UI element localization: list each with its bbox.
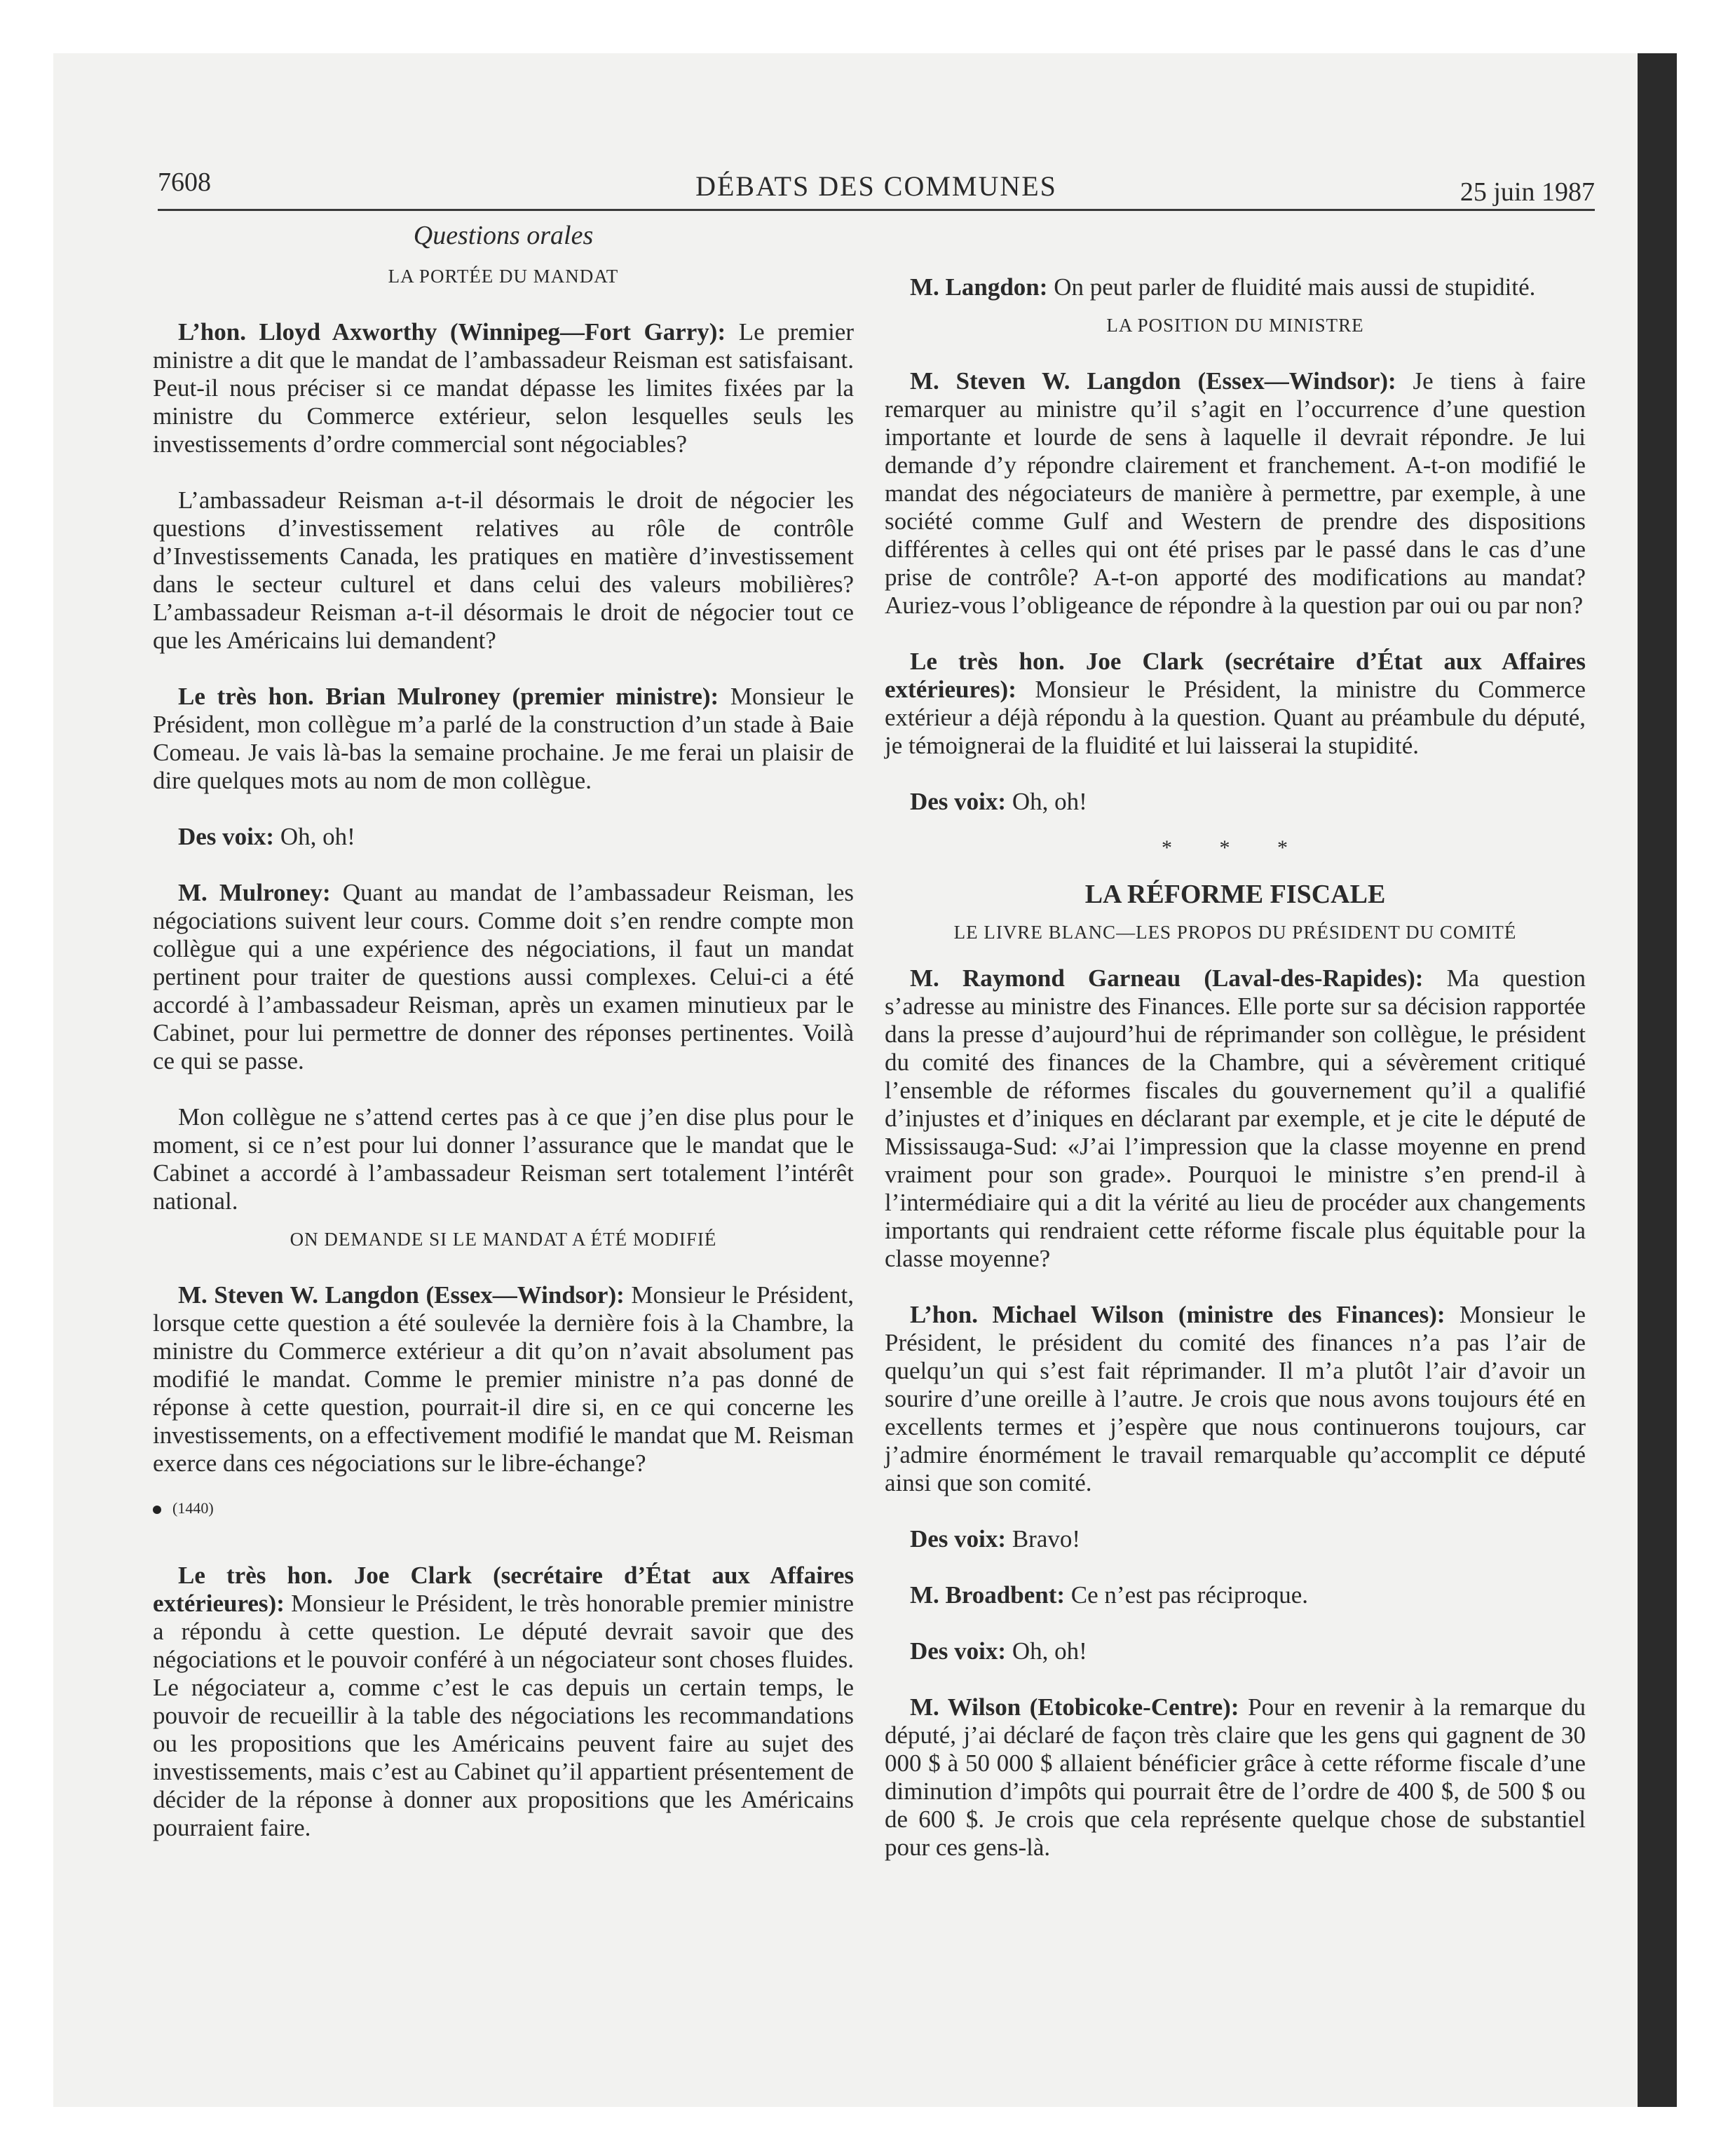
paragraph (885, 1637, 1586, 1665)
page-number: 7608 (158, 168, 211, 197)
paragraph (153, 1281, 854, 1478)
paragraph (885, 788, 1586, 816)
main-heading: LA RÉFORME FISCALE (1084, 880, 1386, 909)
speech-text: Monsieur le Président, lorsque cette question a été soulevée la dernière fois à la Chambre, la ministre du Commerce extérieur a dit qu’on n’avait absolument pas modifié le mandat. Comme le premier ministre n’a pas donné de réponse à cette question, pourrait-il dire si, en ce qui concerne les investissements, on a effectivement modifié le mandat que M. Reisman exerce dans ces négociations sur le libre-échange? (153, 1281, 854, 1477)
speech-text: Pour en revenir à la remarque du député, j’ai déclaré de façon très claire que les gens qui gagnent de 30 000 $ à 50 000 $ allaient bénéficier grâce à cette réforme fiscale d’une diminution d’impôts qui pourrait être de l’ordre de 400 $, de 500 $ ou de 600 $. Je crois que cela représente quelque chose de substantiel pour ces gens-là. (885, 1693, 1586, 1861)
paragraph (153, 683, 854, 795)
speech-text: Monsieur le Président, mon collègue m’a parlé de la construction d’un stade à Baie Comeau. Je vais là-bas la semaine prochaine. Je me ferai un plaisir de dire quelques mots au nom de mon collègue. (153, 683, 854, 794)
paragraph (153, 318, 854, 458)
speech-text: Ce n’est pas réciproque. (1065, 1581, 1308, 1609)
speech-text: Bravo! (1006, 1525, 1081, 1553)
paragraph (885, 1525, 1586, 1553)
right-column (885, 273, 1586, 1890)
paragraph (885, 1301, 1586, 1497)
speaker-name: M. Raymond Garneau (Laval-des-Rapides): (910, 964, 1424, 992)
speech-text: Monsieur le Président, la ministre du Commerce extérieur a déjà répondu à la question. Quant au préambule du député, je témoignerai de la fluidité et lui laisserai la stupidité. (885, 676, 1586, 759)
subhead-portee-mandat: LA PORTÉE DU MANDAT (388, 266, 619, 287)
section-title: Questions orales (413, 221, 594, 250)
speaker-name: M. Mulroney: (178, 879, 331, 906)
section-separator: * * * (1162, 836, 1309, 859)
speaker-name: M. Broadbent: (910, 1581, 1066, 1609)
speaker-name: Des voix: (910, 1637, 1007, 1665)
speech-text: Monsieur le Président, le très honorable premier ministre a répondu à cette question. Le député devrait savoir que des négociations et le pouvoir conféré à un négociateur sont choses fluides. Le négociateur a, comme c’est le cas depuis un certain temps, le pouvoir de recueillir à la table des négociations les recommandations ou les propositions que les Américains peuvent faire au sujet des investissements, mais c’est au Cabinet qu’il appartient présentement de décider de la réponse à donner aux propositions que les Américains pourraient faire. (153, 1590, 854, 1841)
speech-text: Ma question s’adresse au ministre des Finances. Elle porte sur sa décision rapportée dans la presse d’aujourd’hui de réprimander son collègue, le président du comité des finances de la Chambre, qui a sévèrement critiqué l’ensemble de réformes fiscales du gouvernement qu’il a qualifié d’injustes et d’iniques en déclarant par exemple, et je cite le député de Mississauga-Sud: «J’ai l’impression que la classe moyenne en prend vraiment pour son grade». Pourquoi le ministre s’en prend-il à l’intermédiaire qui a dit la vérité au lieu de procéder aux changements importants qui rendraient cette réforme fiscale plus équitable pour la classe moyenne? (885, 964, 1586, 1272)
page-binding-edge (1638, 53, 1677, 2107)
speaker-name: Le très hon. Brian Mulroney (premier ministre): (178, 683, 719, 710)
paragraph (885, 367, 1586, 620)
speaker-name: Des voix: (910, 1525, 1007, 1553)
speaker-name: M. Wilson (Etobicoke-Centre): (910, 1693, 1239, 1721)
speaker-name: Des voix: (178, 823, 275, 850)
paragraph (153, 1562, 854, 1842)
speech-text: Quant au mandat de l’ambassadeur Reisman, les négociations suivent leur cours. Comme doit s’en rendre compte mon collègue qui a une expérience des négociations, il faut un mandat pertinent pour traiter de questions aussi complexes. Celui-ci a été accordé à l’ambassadeur Reisman, après un examen minutieux par le Cabinet, pour lui permettre de donner des réponses pertinentes. Voilà ce qui se passe. (153, 879, 854, 1074)
speaker-name: L’hon. Michael Wilson (ministre des Finances): (910, 1301, 1445, 1328)
running-head (158, 167, 1595, 211)
speech-text: Je tiens à faire remarquer au ministre qu’il s’agit en l’occurrence d’une question importante et lourde de sens à laquelle il devrait répondre. Je lui demande d’y répondre clairement et franchement. A-t-on modifié le mandat des négociateurs de manière à permettre, par exemple, à une société comme Gulf and Western de prendre des dispositions différentes à celles qui ont été prises par le passé dans le cas d’une prise de contrôle? A-t-on apporté des modifications au mandat? Auriez-vous l’obligeance de répondre à la question par oui ou par non? (885, 367, 1586, 619)
paragraph: L’ambassadeur Reisman a-t-il désormais le droit de négocier les questions d’investissement relatives au rôle de contrôle d’Investissements Canada, les pratiques en matière d’investissement dans le secteur culturel et dans celui des valeurs mobilières? L’ambassadeur Reisman a-t-il désormais le droit de négocier tout ce que les Américains lui demandent? (153, 486, 854, 654)
timestamp-marker (153, 1494, 854, 1522)
speaker-name: M. Steven W. Langdon (Essex—Windsor): (178, 1281, 625, 1309)
subhead-mandat-modifie: ON DEMANDE SI LE MANDAT A ÉTÉ MODIFIÉ (290, 1229, 717, 1250)
journal-title: DÉBATS DES COMMUNES (695, 170, 1057, 202)
speech-text: Monsieur le Président, le président du comité des finances n’a pas l’air de quelqu’un qui s’est fait réprimander. Il m’a plutôt l’air d’avoir un sourire d’une oreille à l’autre. Je crois que nous avons toujours été en excellents termes et j’espère que nous continuerons toujours, car j’admire énormément le travail remarquable qu’accomplit ce député ainsi que son comité. (885, 1301, 1586, 1496)
speaker-name: Le très hon. Joe Clark (secrétaire d’État aux Affaires extérieures): (885, 648, 1586, 703)
paragraph (153, 879, 854, 1075)
speech-text: Oh, oh! (1006, 1637, 1087, 1665)
speaker-name: M. Langdon: (910, 273, 1048, 301)
timestamp-text: (1440) (172, 1499, 214, 1517)
paragraph (153, 823, 854, 851)
left-column (153, 221, 854, 1870)
speech-text: Oh, oh! (1006, 788, 1087, 815)
speaker-name: Des voix: (910, 788, 1007, 815)
paragraph: Mon collègue ne s’attend certes pas à ce que j’en dise plus pour le moment, si ce n’est pour lui donner l’assurance que le mandat que le Cabinet a accordé à l’ambassadeur Reisman sert totalement l’intérêt national. (153, 1103, 854, 1215)
paragraph (885, 1693, 1586, 1862)
speaker-name: M. Steven W. Langdon (Essex—Windsor): (910, 367, 1396, 395)
paragraph (885, 273, 1586, 301)
speech-text: On peut parler de fluidité mais aussi de stupidité. (1047, 273, 1536, 301)
speaker-name: Le très hon. Joe Clark (secrétaire d’État aux Affaires extérieures): (153, 1562, 854, 1617)
speaker-name: L’hon. Lloyd Axworthy (Winnipeg—Fort Garry): (178, 318, 726, 346)
speech-text: Le premier ministre a dit que le mandat de l’ambassadeur Reisman est satisfaisant. Peut-il nous préciser si ce mandat dépasse les limites fixées par la ministre du Commerce extérieur, selon lesquelles seuls les investissements d’ordre commercial sont négociables? (153, 318, 854, 458)
bullet-icon (153, 1506, 161, 1514)
issue-date: 25 juin 1987 (1460, 177, 1595, 207)
subhead-position-ministre: LA POSITION DU MINISTRE (1106, 315, 1364, 336)
subhead-livre-blanc: LE LIVRE BLANC—LES PROPOS DU PRÉSIDENT DU COMITÉ (953, 922, 1517, 943)
paragraph (885, 1581, 1586, 1609)
paragraph (885, 648, 1586, 760)
speech-text: Oh, oh! (274, 823, 355, 850)
paragraph (885, 964, 1586, 1273)
